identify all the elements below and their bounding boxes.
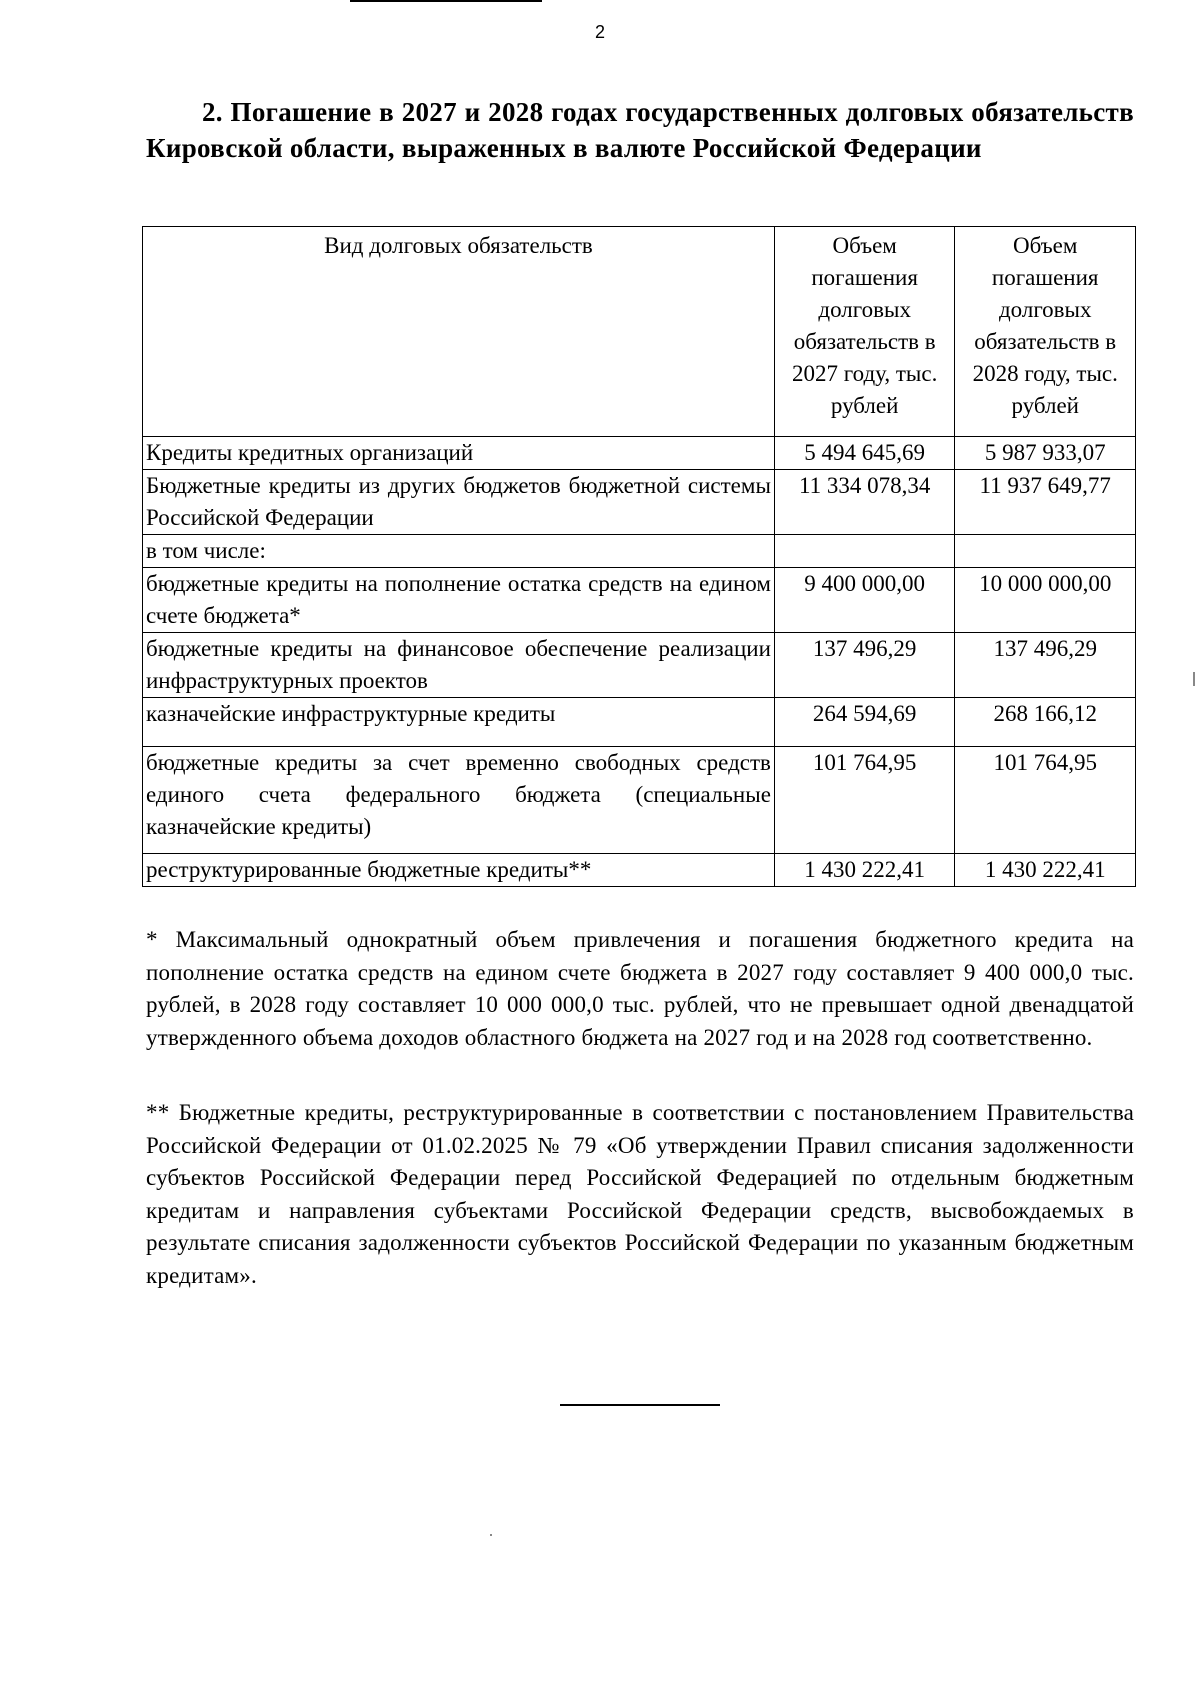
bottom-rule (560, 1404, 720, 1406)
section-title: 2. Погашение в 2027 и 2028 годах государственных долговых обязательств Кировской области, выраженных в валюте Российской Федерации (146, 97, 1134, 163)
row-value-2028: 11 937 649,77 (955, 470, 1136, 535)
row-value-2028: 268 166,12 (955, 698, 1136, 747)
row-value-2027: 1 430 222,41 (774, 854, 955, 887)
row-value-2027: 11 334 078,34 (774, 470, 955, 535)
table-row (143, 854, 1136, 887)
row-name: Бюджетные кредиты из других бюджетов бюджетной системы Российской Федерации (143, 470, 775, 535)
table-row (143, 535, 1136, 568)
row-value-2027: 137 496,29 (774, 633, 955, 698)
row-name: реструктурированные бюджетные кредиты** (143, 854, 775, 887)
row-value-2027: 5 494 645,69 (774, 437, 955, 470)
table-header-row (143, 227, 1136, 437)
row-value-2027: 264 594,69 (774, 698, 955, 747)
header-volume-2028: Объем погашения долговых обязательств в 2028 году, тыс. рублей (955, 227, 1136, 437)
row-value-2027: 101 764,95 (774, 747, 955, 854)
header-debt-type: Вид долговых обязательств (143, 227, 775, 437)
header-volume-2027: Объем погашения долговых обязательств в 2027 году, тыс. рублей (774, 227, 955, 437)
table-row (143, 633, 1136, 698)
row-name: Кредиты кредитных организаций (143, 437, 775, 470)
row-value-2028: 137 496,29 (955, 633, 1136, 698)
top-rule (350, 0, 542, 2)
debt-repayment-table (142, 226, 1136, 887)
row-name: бюджетные кредиты на пополнение остатка средств на едином счете бюджета* (143, 568, 775, 633)
row-value-2028: 1 430 222,41 (955, 854, 1136, 887)
row-value-2028 (955, 535, 1136, 568)
page-number: 2 (594, 22, 605, 42)
row-value-2027 (774, 535, 955, 568)
row-value-2028: 10 000 000,00 (955, 568, 1136, 633)
row-name: казначейские инфраструктурные кредиты (143, 698, 775, 747)
table-row (143, 568, 1136, 633)
scan-speck (490, 1534, 492, 1536)
scan-speck (1193, 672, 1195, 686)
footnote-double-asterisk: ** Бюджетные кредиты, реструктурированные в соответствии с постановлением Правительства Российской Федерации от 01.02.2025 № 79 «Об утверждении Правил списания задолженности субъектов Российской Федерации перед Российской Федерацией по отдельным бюджетным кредитам и направления субъектами Российской Федерации средств, высвобождаемых в результате списания задолженности субъектов Российской Федерации по указанным бюджетным кредитам». (146, 1100, 1134, 1288)
row-value-2027: 9 400 000,00 (774, 568, 955, 633)
row-value-2028: 101 764,95 (955, 747, 1136, 854)
row-name: бюджетные кредиты на финансовое обеспечение реализации инфраструктурных проектов (143, 633, 775, 698)
row-value-2028: 5 987 933,07 (955, 437, 1136, 470)
footnote-single-asterisk: * Максимальный однократный объем привлечения и погашения бюджетного кредита на пополнение остатка средств на едином счете бюджета в 2027 году составляет 9 400 000,0 тыс. рублей, в 2028 году составляет 10 000 000,0 тыс. рублей, что не превышает одной двенадцатой утвержденного объема доходов областного бюджета на 2027 год и на 2028 год соответственно. (146, 927, 1134, 1050)
table-row (143, 470, 1136, 535)
table-row (143, 747, 1136, 854)
table-row (143, 698, 1136, 747)
row-name: бюджетные кредиты за счет временно свободных средств единого счета федерального бюджета (специальные казначейские кредиты) (143, 747, 775, 854)
table-row (143, 437, 1136, 470)
row-name: в том числе: (143, 535, 775, 568)
